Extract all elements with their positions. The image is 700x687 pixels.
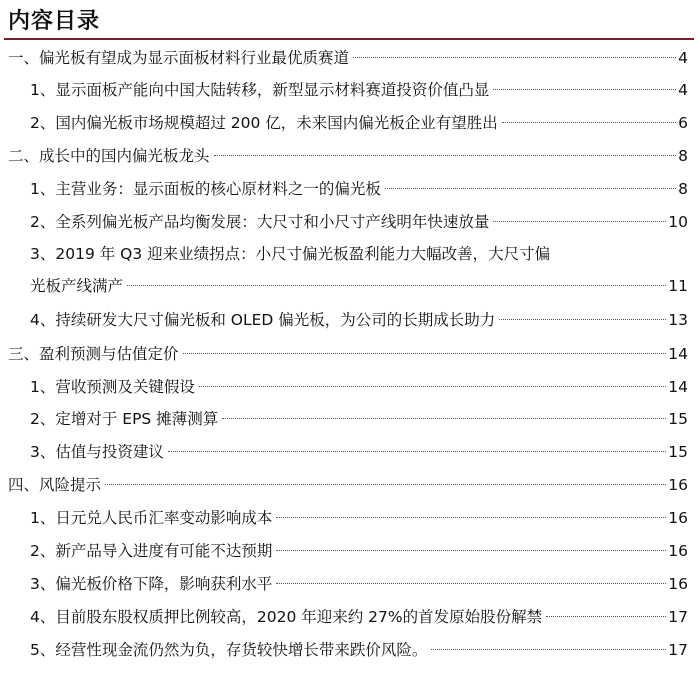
toc-entry-text: 1、显示面板产能向中国大陆转移，新型显示材料赛道投资价值凸显 (30, 81, 490, 99)
toc-entry-text: 2、全系列偏光板产品均衡发展：大尺寸和小尺寸产线明年快速放量 (30, 213, 490, 231)
toc-entry-text: 1、主营业务：显示面板的核心原材料之一的偏光板 (30, 180, 381, 198)
toc-entry-page: 14 (668, 378, 688, 396)
leader-dots (168, 450, 666, 452)
toc-entry-3-2[interactable] (0, 403, 700, 435)
toc-entry-text: 3、偏光板价格下降，影响获利水平 (30, 575, 273, 593)
toc-entry-page: 16 (668, 509, 688, 527)
toc-entry-text: 2、国内偏光板市场规模超过 200 亿，未来国内偏光板企业有望胜出 (30, 114, 498, 132)
leader-dots (276, 582, 666, 584)
leader-dots (499, 318, 666, 320)
toc-entry-page: 6 (678, 114, 688, 132)
toc-entry-page: 13 (668, 311, 688, 329)
toc-entry-4-1[interactable] (0, 502, 700, 534)
toc-entry-page: 10 (668, 213, 688, 231)
toc-entry-2-4[interactable] (0, 304, 700, 336)
leader-dots (222, 417, 666, 419)
toc-entry-text: 1、营收预测及关键假设 (30, 378, 195, 396)
leader-dots (276, 549, 666, 551)
toc-entry-1-2[interactable] (0, 107, 700, 139)
leader-dots (276, 516, 666, 518)
toc-entry-page: 4 (678, 49, 688, 67)
toc-entry-text: 4、目前股东股权质押比例较高，2020 年迎来约 27%的首发原始股份解禁 (30, 608, 543, 626)
toc-entry-page: 8 (678, 147, 688, 165)
leader-dots (431, 648, 666, 650)
toc-entry-page: 16 (668, 575, 688, 593)
toc-entry-text: 1、日元兑人民币汇率变动影响成本 (30, 509, 273, 527)
leader-dots (493, 220, 666, 222)
toc-entry-text-continued: 光板产线满产 (30, 277, 124, 295)
toc-entry-page: 17 (668, 641, 688, 659)
toc-entry-page: 8 (678, 180, 688, 198)
toc-entry-4-4[interactable] (0, 601, 700, 633)
toc-entry-text: 二、成长中的国内偏光板龙头 (8, 147, 210, 165)
toc-entry-section-3[interactable] (0, 338, 700, 370)
leader-dots (127, 284, 666, 286)
toc-entry-section-2[interactable] (0, 140, 700, 172)
toc-entry-1-1[interactable] (0, 74, 700, 106)
toc-entry-3-3[interactable] (0, 436, 700, 468)
toc-entry-text: 四、风险提示 (8, 476, 102, 494)
toc-entry-text: 4、持续研发大尺寸偏光板和 OLED 偏光板，为公司的长期成长助力 (30, 311, 496, 329)
toc-entry-page: 17 (668, 608, 688, 626)
leader-dots (493, 88, 676, 90)
leader-dots (183, 352, 667, 354)
toc-entry-page: 16 (668, 476, 688, 494)
toc-entry-page: 14 (668, 345, 688, 363)
toc-entry-section-1[interactable] (0, 42, 700, 74)
leader-dots (214, 154, 677, 156)
toc-entry-3-1[interactable] (0, 371, 700, 403)
toc-entry-page: 15 (668, 443, 688, 461)
toc-heading: 内容目录 (8, 9, 101, 34)
toc-entry-page: 11 (668, 277, 688, 295)
toc-entry-page: 15 (668, 410, 688, 428)
toc-entry-4-2[interactable] (0, 535, 700, 567)
toc-entry-text: 3、2019 年 Q3 迎来业绩拐点：小尺寸偏光板盈利能力大幅改善，大尺寸偏 (30, 245, 551, 263)
toc-entry-2-2[interactable] (0, 206, 700, 238)
leader-dots (385, 187, 676, 189)
toc-entry-2-3[interactable] (0, 238, 700, 302)
leader-dots (105, 483, 666, 485)
toc-entry-page: 4 (678, 81, 688, 99)
toc-entry-text: 2、定增对于 EPS 摊薄测算 (30, 410, 219, 428)
toc-entry-text: 5、经营性现金流仍然为负，存货较快增长带来跌价风险。 (30, 641, 428, 659)
toc-entry-text: 三、盈利预测与估值定价 (8, 345, 179, 363)
toc-entry-4-3[interactable] (0, 568, 700, 600)
leader-dots (546, 615, 666, 617)
leader-dots (199, 385, 666, 387)
toc-entry-4-5[interactable] (0, 634, 700, 666)
toc-entry-2-1[interactable] (0, 173, 700, 205)
toc-entry-text: 一、偏光板有望成为显示面板材料行业最优质赛道 (8, 49, 350, 67)
heading-underline (4, 38, 694, 40)
leader-dots (502, 121, 676, 123)
leader-dots (353, 56, 676, 58)
toc-entry-page: 16 (668, 542, 688, 560)
toc-entry-text: 2、新产品导入进度有可能不达预期 (30, 542, 273, 560)
toc-entry-section-4[interactable] (0, 469, 700, 501)
toc-entry-text: 3、估值与投资建议 (30, 443, 164, 461)
